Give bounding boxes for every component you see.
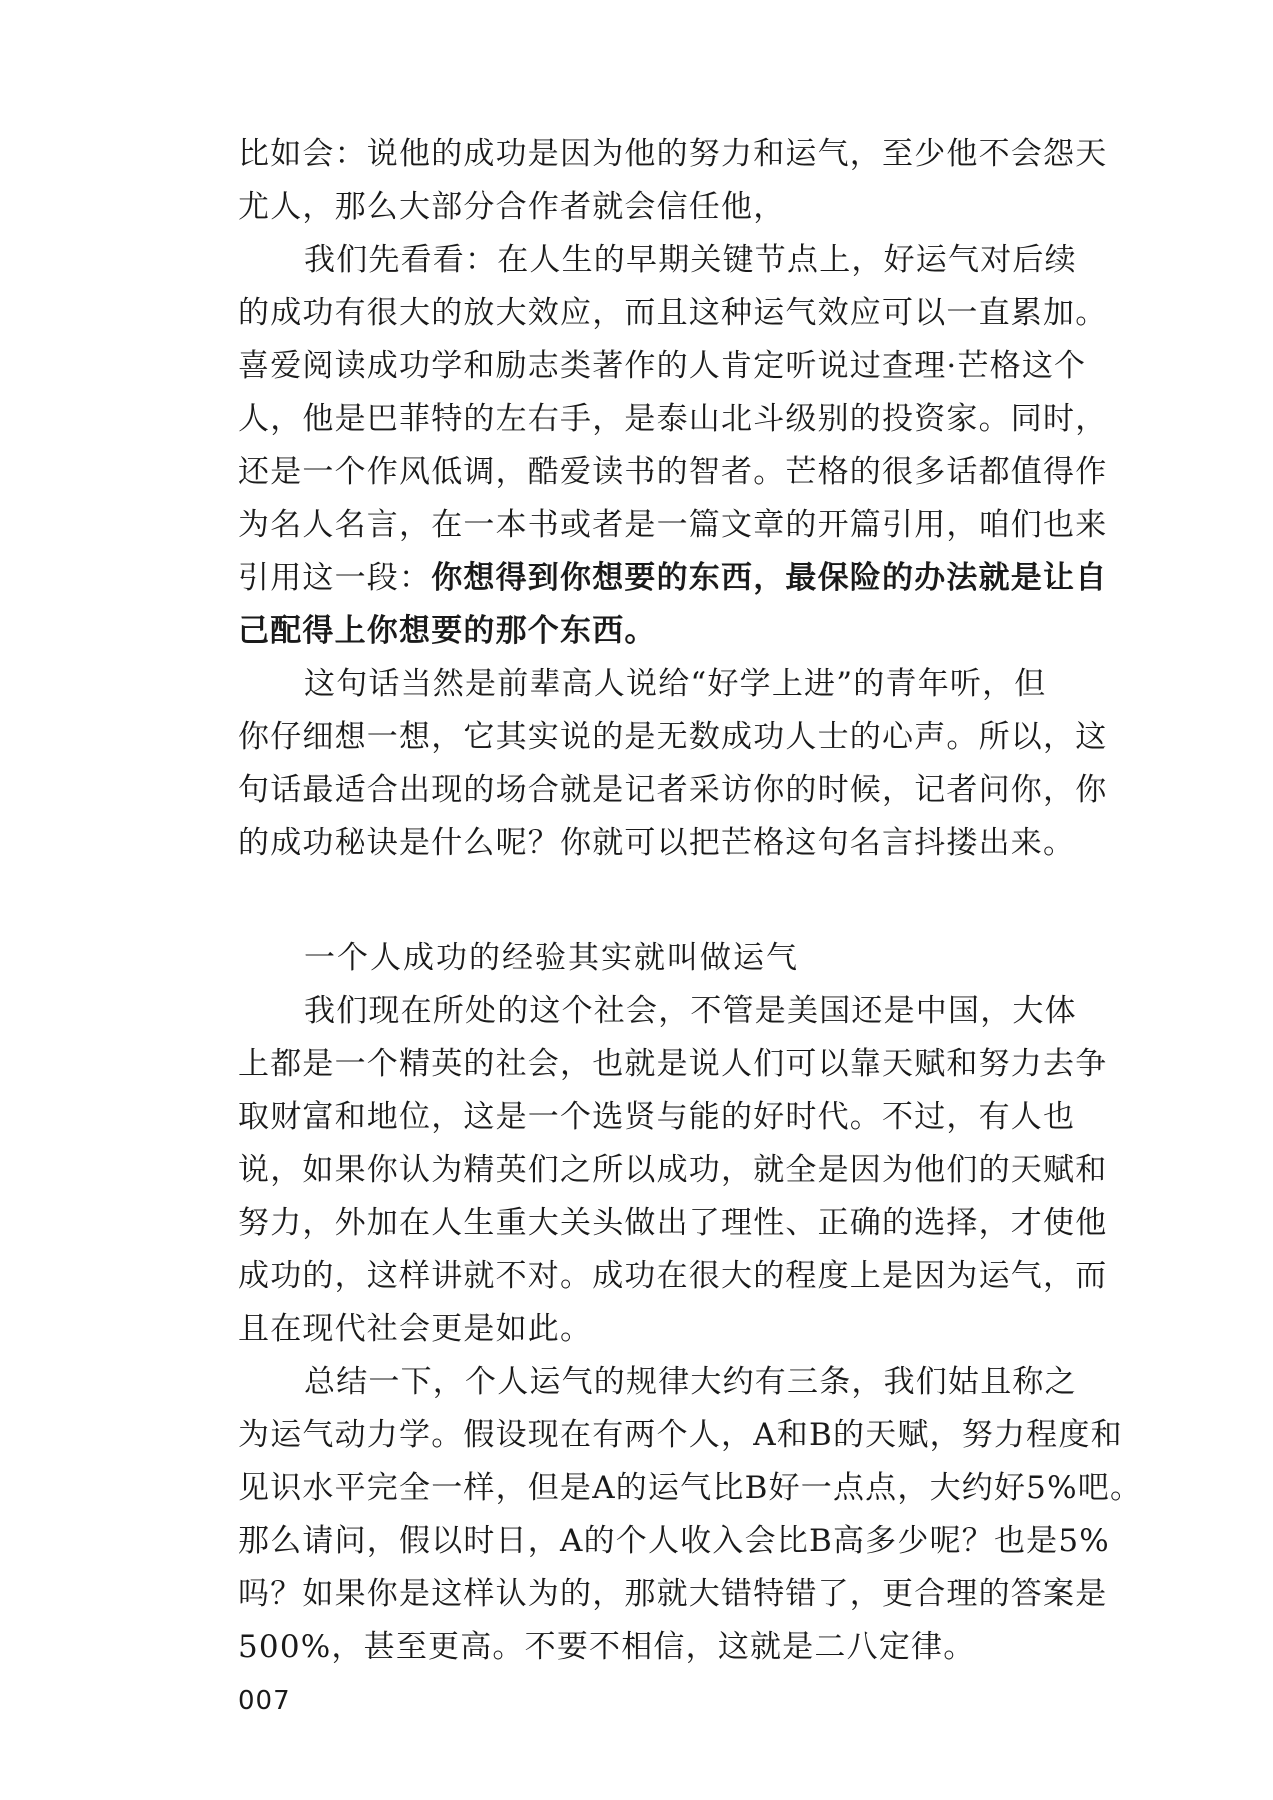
paragraph-3 xyxy=(238,658,1108,870)
text-line: 我们现在所处的这个社会，不管是美国还是中国，大体 xyxy=(304,993,1077,1029)
text-line: 努力，外加在人生重大关头做出了理性、正确的选择，才使他 xyxy=(238,1205,1108,1241)
text-line: 比如会：说他的成功是因为他的努力和运气，至少他不会怨天 xyxy=(238,136,1108,172)
text-line: 吗？如果你是这样认为的，那就大错特错了，更合理的答案是 xyxy=(238,1576,1108,1612)
text-line: 的成功有很大的放大效应，而且这种运气效应可以一直累加。 xyxy=(238,295,1108,331)
text-line: 见识水平完全一样，但是A的运气比B好一点点，大约好5%吧。 xyxy=(238,1470,1143,1506)
text-line: 500%，甚至更高。不要不相信，这就是二八定律。 xyxy=(238,1629,976,1665)
text-line: 为名人名言，在一本书或者是一篇文章的开篇引用，咱们也来 xyxy=(238,507,1108,543)
text-line: 那么请问，假以时日，A的个人收入会比B高多少呢？也是5% xyxy=(238,1523,1110,1559)
page-number: 007 xyxy=(238,1686,291,1716)
text-line: 成功的，这样讲就不对。成功在很大的程度上是因为运气，而 xyxy=(238,1258,1108,1294)
munger-quote-continued: 己配得上你想要的那个东西。 xyxy=(238,613,657,649)
text-line: 为运气动力学。假设现在有两个人，A和B的天赋，努力程度和 xyxy=(238,1417,1123,1453)
text-line: 的成功秘诀是什么呢？你就可以把芒格这句名言抖搂出来。 xyxy=(238,825,1076,861)
munger-quote: 你想得到你想要的东西，最保险的办法就是让自 xyxy=(431,560,1108,596)
paragraph-2 xyxy=(238,234,1108,658)
page-body xyxy=(238,128,1143,1674)
section-heading: 一个人成功的经验其实就叫做运气 xyxy=(304,940,799,976)
text-line: 且在现代社会更是如此。 xyxy=(238,1311,593,1347)
text-line: 这句话当然是前辈高人说给“好学上进”的青年听，但 xyxy=(304,666,1047,702)
text-line: 说，如果你认为精英们之所以成功，就全是因为他们的天赋和 xyxy=(238,1152,1108,1188)
text-line: 尤人，那么大部分合作者就会信任他， xyxy=(238,189,786,225)
text-line xyxy=(238,552,1108,605)
text-line: 喜爱阅读成功学和励志类著作的人肯定听说过查理·芒格这个 xyxy=(238,348,1087,384)
text-line: 总结一下，个人运气的规律大约有三条，我们姑且称之 xyxy=(304,1364,1077,1400)
text-line: 人，他是巴菲特的左右手，是泰山北斗级别的投资家。同时， xyxy=(238,401,1108,437)
text-line: 还是一个作风低调，酷爱读书的智者。芒格的很多话都值得作 xyxy=(238,454,1108,490)
quote-intro: 引用这一段： xyxy=(238,560,432,596)
text-line: 你仔细想一想，它其实说的是无数成功人士的心声。所以，这 xyxy=(238,719,1108,755)
section-paragraph-2 xyxy=(238,1356,1143,1674)
text-line: 上都是一个精英的社会，也就是说人们可以靠天赋和努力去争 xyxy=(238,1046,1108,1082)
text-line: 句话最适合出现的场合就是记者采访你的时候，记者问你，你 xyxy=(238,772,1108,808)
text-line: 我们先看看：在人生的早期关键节点上，好运气对后续 xyxy=(304,242,1077,278)
paragraph-1 xyxy=(238,128,1108,234)
section-paragraph-1 xyxy=(238,985,1108,1356)
text-line: 取财富和地位，这是一个选贤与能的好时代。不过，有人也 xyxy=(238,1099,1076,1135)
